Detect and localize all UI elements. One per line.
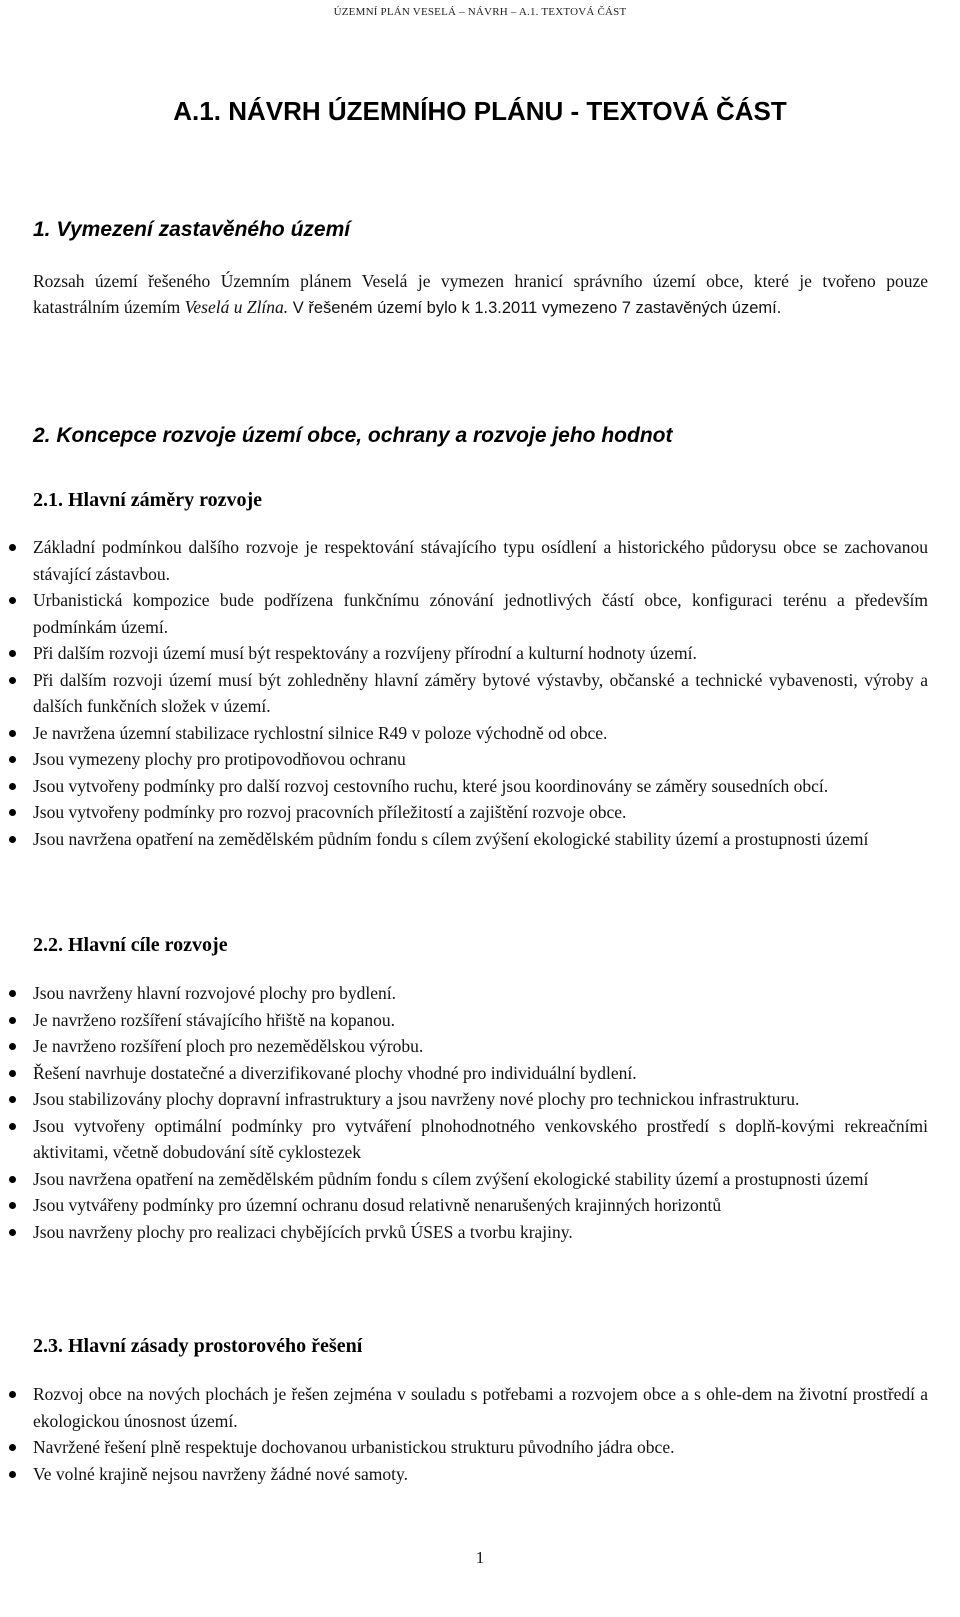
list-item — [0, 1434, 928, 1461]
list-item-text: Jsou vytvořeny podmínky pro rozvoj pracovních příležitostí a zajištění rozvoje obce. — [33, 802, 627, 822]
list-item-text: Jsou stabilizovány plochy dopravní infrastruktury a jsou navrženy nové plochy pro technickou infrastrukturu. — [33, 1089, 800, 1109]
list-item-text: Jsou navrženy plochy pro realizaci chybějících prvků ÚSES a tvorbu krajiny. — [33, 1221, 573, 1242]
bullet-icon — [9, 836, 16, 843]
list-item-text: Je navrženo rozšíření stávajícího hřiště na kopanou. — [33, 1009, 396, 1030]
list-item — [0, 720, 928, 747]
list-item — [0, 799, 928, 826]
bullet-icon — [9, 1391, 16, 1398]
paragraph-text-start: Rozsah území řešeného Územním plánem Veselá je vymezen hranicí správního území obce, které je tvořeno pouze katastrálním územím — [33, 271, 928, 317]
list-item — [0, 773, 928, 800]
list-item-text: Při dalším rozvoji území musí být respektovány a rozvíjeny přírodní a kulturní hodnoty území. — [33, 643, 697, 663]
list-item — [0, 1086, 928, 1113]
bullet-icon — [9, 1123, 16, 1130]
document-title: A.1. NÁVRH ÚZEMNÍHO PLÁNU - TEXTOVÁ ČÁST — [173, 96, 787, 126]
list-item — [0, 587, 928, 640]
cadastral-name: Veselá u Zlína. — [184, 297, 289, 317]
list-item-text: Navržené řešení plně respektuje dochovanou urbanistickou strukturu původního jádra obce. — [33, 1437, 675, 1457]
bullet-icon — [9, 990, 16, 997]
list-item — [0, 1007, 928, 1034]
bullet-icon — [9, 1070, 16, 1077]
paragraph-text-end: V řešeném území bylo k 1.3.2011 vymezeno 7 zastavěných území. — [288, 299, 782, 317]
list-item-text: Řešení navrhuje dostatečné a diverzifikované plochy vhodné pro individuální bydlení. — [33, 1062, 637, 1083]
bullet-icon — [9, 1043, 16, 1050]
bullet-icon — [9, 783, 16, 790]
subsection-2-1-heading: 2.1. Hlavní záměry rozvoje — [33, 489, 263, 511]
bullet-icon — [9, 1444, 16, 1451]
list-item — [0, 1060, 928, 1087]
page-number: 1 — [475, 1548, 485, 1567]
list-item-text: Jsou vytvořeny podmínky pro další rozvoj cestovního ruchu, které jsou koordinovány se záměry sousedních obcí. — [33, 775, 829, 796]
main-goals-list — [0, 980, 930, 1245]
list-item — [0, 1192, 928, 1219]
list-item-text: Základní podmínkou dalšího rozvoje je respektování stávajícího typu osídlení a historického půdorysu obce se zachovanou stávající zástavbou. — [33, 537, 928, 584]
list-item-text: Jsou navržena opatření na zemědělském půdním fondu s cílem zvýšení ekologické stability území a prostupnosti území — [33, 1168, 869, 1189]
list-item — [0, 980, 928, 1007]
bullet-icon — [9, 1202, 16, 1209]
bullet-icon — [9, 1471, 16, 1478]
list-item — [0, 667, 928, 720]
list-item — [0, 1166, 928, 1193]
list-item-text: Jsou vymezeny plochy pro protipovodňovou ochranu — [33, 749, 406, 769]
list-item-text: Jsou vytvářeny podmínky pro územní ochranu dosud relativně nenarušených krajinných horizontů — [33, 1195, 722, 1215]
subsection-2-3-heading: 2.3. Hlavní zásady prostorového řešení — [33, 1335, 363, 1357]
bullet-icon — [9, 597, 16, 604]
bullet-icon — [9, 544, 16, 551]
list-item — [0, 640, 928, 667]
section-1-paragraph — [33, 268, 928, 321]
section-1-heading: 1. Vymezení zastavěného území — [33, 218, 351, 241]
bullet-icon — [9, 730, 16, 737]
section-2-heading: 2. Koncepce rozvoje území obce, ochrany a rozvoje jeho hodnot — [33, 424, 673, 447]
list-item-text: Je navrženo rozšíření ploch pro nezemědělskou výrobu. — [33, 1036, 424, 1056]
bullet-icon — [9, 809, 16, 816]
bullet-icon — [9, 1096, 16, 1103]
main-intentions-list — [0, 534, 930, 852]
list-item-text: Jsou navržena opatření na zemědělském půdním fondu s cílem zvýšení ekologické stability území a prostupnosti území — [33, 828, 869, 849]
list-item-text: Při dalším rozvoji území musí být zohledněny hlavní záměry bytové výstavby, občanské a technické vybavenosti, výroby a dalších funkčních složek v území. — [33, 669, 928, 716]
list-item-text: Rozvoj obce na nových plochách je řešen zejména v souladu s potřebami a rozvojem obce a s ohle-dem na životní prostředí a ekologickou únosnost území. — [33, 1384, 928, 1431]
list-item — [0, 1381, 928, 1434]
list-item-text: Urbanistická kompozice bude podřízena funkčnímu zónování jednotlivých částí obce, konfiguraci terénu a především podmínkám území. — [33, 590, 928, 637]
list-item — [0, 1113, 928, 1166]
list-item-text: Je navržena územní stabilizace rychlostní silnice R49 v poloze východně od obce. — [33, 722, 608, 743]
bullet-icon — [9, 650, 16, 657]
subsection-2-2-heading: 2.2. Hlavní cíle rozvoje — [33, 934, 228, 956]
spatial-principles-list — [0, 1381, 930, 1487]
bullet-icon — [9, 1176, 16, 1183]
bullet-icon — [9, 1017, 16, 1024]
list-item-text: Jsou vytvořeny optimální podmínky pro vytváření plnohodnotného venkovského prostředí s doplň-kovými rekreačními aktivitami, včetně dobudování sítě cyklostezek — [33, 1115, 928, 1162]
list-item — [0, 534, 928, 587]
list-item — [0, 826, 928, 853]
list-item-text: Ve volné krajině nejsou navrženy žádné nové samoty. — [33, 1463, 408, 1484]
list-item — [0, 746, 928, 773]
list-item-text: Jsou navrženy hlavní rozvojové plochy pro bydlení. — [33, 983, 397, 1003]
list-item — [0, 1219, 928, 1246]
bullet-icon — [9, 677, 16, 684]
running-header: ÚZEMNÍ PLÁN VESELÁ – NÁVRH – A.1. TEXTOVÁ ČÁST — [333, 6, 627, 18]
bullet-icon — [9, 1229, 16, 1236]
bullet-icon — [9, 756, 16, 763]
list-item — [0, 1033, 928, 1060]
list-item — [0, 1461, 928, 1488]
